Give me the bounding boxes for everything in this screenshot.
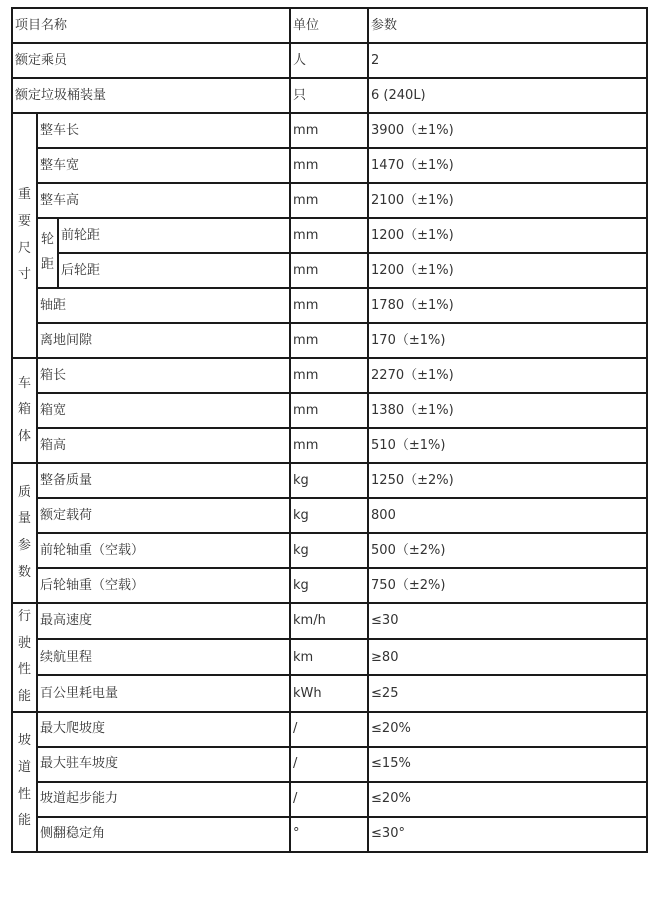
group-label-slope: 坡道性能 — [12, 712, 37, 852]
param-unit: / — [290, 782, 368, 817]
param-name: 箱长 — [37, 358, 290, 393]
param-value: 170（±1%) — [368, 323, 647, 358]
param-unit: kg — [290, 463, 368, 498]
param-value: 1380（±1%) — [368, 393, 647, 428]
group-label-driving: 行驶性能 — [12, 603, 37, 712]
param-unit: mm — [290, 113, 368, 148]
param-name: 百公里耗电量 — [37, 675, 290, 711]
param-name: 额定乘员 — [12, 43, 290, 78]
table-row — [12, 463, 647, 498]
param-unit: kg — [290, 498, 368, 533]
table-row — [12, 393, 647, 428]
param-name: 整备质量 — [37, 463, 290, 498]
param-unit: kg — [290, 568, 368, 603]
table-row — [12, 148, 647, 183]
param-value: ≤20% — [368, 782, 647, 817]
param-value: 800 — [368, 498, 647, 533]
param-value: 3900（±1%) — [368, 113, 647, 148]
param-unit: mm — [290, 218, 368, 253]
table-row — [12, 288, 647, 323]
param-name: 额定垃圾桶装量 — [12, 78, 290, 113]
param-value: 1780（±1%) — [368, 288, 647, 323]
param-name: 前轮轴重（空载） — [37, 533, 290, 568]
table-row — [12, 358, 647, 393]
param-unit: mm — [290, 393, 368, 428]
param-name: 整车长 — [37, 113, 290, 148]
param-unit: kg — [290, 533, 368, 568]
group-label-track: 轮距 — [37, 218, 58, 288]
param-value: 2100（±1%) — [368, 183, 647, 218]
table-row — [12, 113, 647, 148]
table-row — [12, 323, 647, 358]
table-row — [12, 782, 647, 817]
table-row — [12, 498, 647, 533]
param-unit: 人 — [290, 43, 368, 78]
param-value: 1250（±2%) — [368, 463, 647, 498]
table-row — [12, 568, 647, 603]
table-row — [12, 639, 647, 675]
table-row — [12, 253, 647, 288]
param-name: 前轮距 — [58, 218, 290, 253]
param-name: 后轮距 — [58, 253, 290, 288]
param-value: 6 (240L) — [368, 78, 647, 113]
spec-table-wrapper — [11, 7, 648, 853]
spec-table — [11, 7, 648, 853]
group-label-box: 车箱体 — [12, 358, 37, 463]
param-name: 最高速度 — [37, 603, 290, 639]
param-unit: mm — [290, 323, 368, 358]
param-unit: ° — [290, 817, 368, 852]
param-unit: / — [290, 712, 368, 747]
param-unit: mm — [290, 253, 368, 288]
param-unit: km/h — [290, 603, 368, 639]
param-name: 箱宽 — [37, 393, 290, 428]
table-row — [12, 43, 647, 78]
param-value: ≤15% — [368, 747, 647, 782]
param-value: ≤20% — [368, 712, 647, 747]
param-unit: kWh — [290, 675, 368, 711]
param-unit: mm — [290, 183, 368, 218]
param-value: 2 — [368, 43, 647, 78]
table-row — [12, 712, 647, 747]
param-name: 轴距 — [37, 288, 290, 323]
group-label-mass: 质量参数 — [12, 463, 37, 603]
param-name: 整车高 — [37, 183, 290, 218]
table-row — [12, 675, 647, 711]
param-name: 坡道起步能力 — [37, 782, 290, 817]
table-row — [12, 218, 647, 253]
param-unit: mm — [290, 428, 368, 463]
param-name: 额定载荷 — [37, 498, 290, 533]
table-row — [12, 428, 647, 463]
param-name: 整车宽 — [37, 148, 290, 183]
param-value: 500（±2%) — [368, 533, 647, 568]
table-row — [12, 183, 647, 218]
param-value: 1200（±1%) — [368, 253, 647, 288]
param-value: ≤30 — [368, 603, 647, 639]
param-unit: km — [290, 639, 368, 675]
table-row — [12, 78, 647, 113]
param-unit: mm — [290, 148, 368, 183]
param-unit: mm — [290, 288, 368, 323]
param-value: 1200（±1%) — [368, 218, 647, 253]
param-value: 510（±1%) — [368, 428, 647, 463]
header-name: 项目名称 — [12, 8, 290, 43]
param-name: 后轮轴重（空载） — [37, 568, 290, 603]
param-name: 续航里程 — [37, 639, 290, 675]
param-value: ≥80 — [368, 639, 647, 675]
param-unit: mm — [290, 358, 368, 393]
header-unit: 单位 — [290, 8, 368, 43]
param-unit: / — [290, 747, 368, 782]
param-name: 箱高 — [37, 428, 290, 463]
header-value: 参数 — [368, 8, 647, 43]
param-name: 最大驻车坡度 — [37, 747, 290, 782]
param-value: 750（±2%) — [368, 568, 647, 603]
param-unit: 只 — [290, 78, 368, 113]
group-label-dimensions: 重要尺寸 — [12, 113, 37, 358]
param-name: 离地间隙 — [37, 323, 290, 358]
param-name: 最大爬坡度 — [37, 712, 290, 747]
header-row — [12, 8, 647, 43]
table-row — [12, 603, 647, 639]
param-value: 1470（±1%) — [368, 148, 647, 183]
table-row — [12, 747, 647, 782]
table-row — [12, 533, 647, 568]
table-row — [12, 817, 647, 852]
param-value: ≤25 — [368, 675, 647, 711]
param-value: 2270（±1%) — [368, 358, 647, 393]
param-name: 侧翻稳定角 — [37, 817, 290, 852]
param-value: ≤30° — [368, 817, 647, 852]
